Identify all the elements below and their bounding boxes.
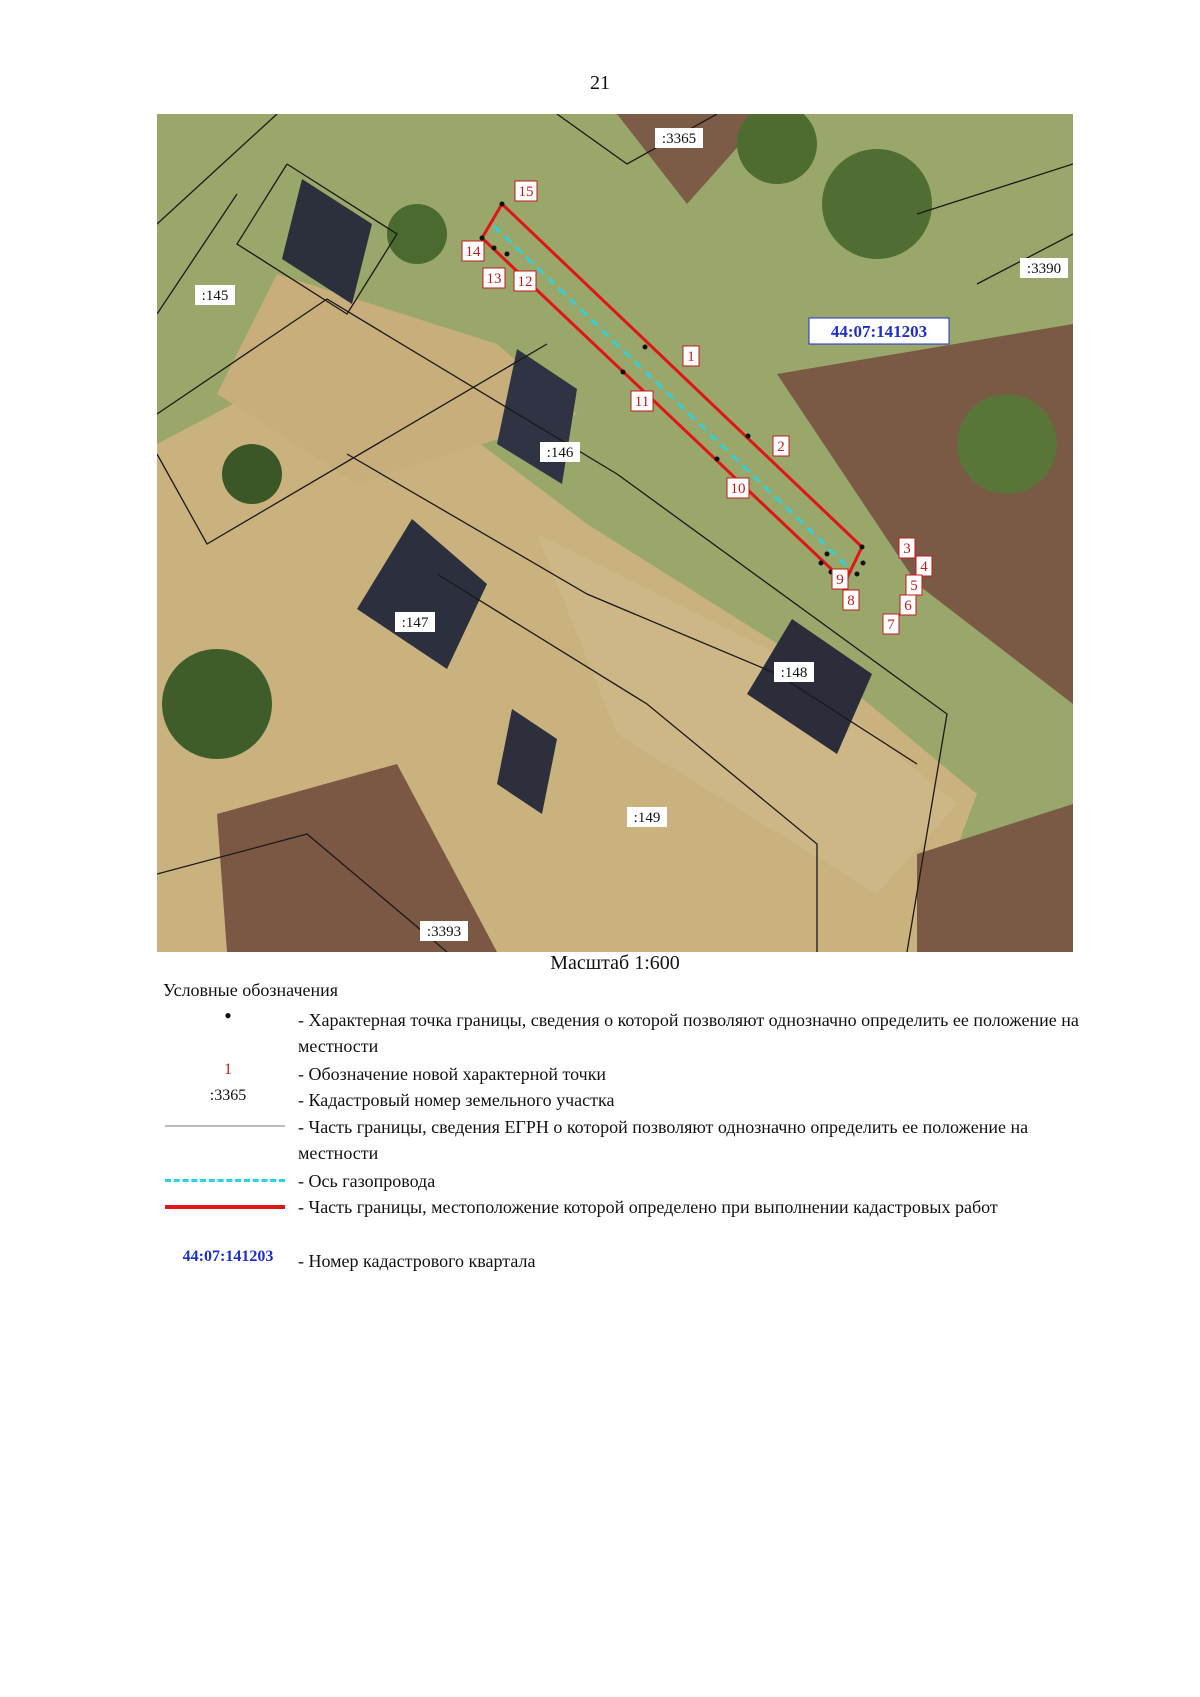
parcel-label-146 [540,442,580,462]
point-label-10 [727,478,749,498]
parcel-label-148 [774,662,814,682]
parcel-number-symbol: :3365 [209,1087,247,1104]
legend-item-new-boundary [163,1194,1083,1218]
svg-text:44:07:141203: 44:07:141203 [830,322,928,341]
parcel-label-149 [627,807,667,827]
svg-text:8: 8 [847,593,855,609]
point-label-1 [683,346,699,366]
legend-text: - Номер кадастрового квартала [298,1251,536,1271]
svg-text:4: 4 [920,559,928,575]
legend-item-egrn-boundary [163,1114,1083,1163]
tree-cluster [957,394,1057,494]
svg-text::147: :147 [401,615,429,631]
point-label-8 [843,590,859,610]
svg-text:9: 9 [836,572,844,588]
tree-cluster [162,649,272,759]
svg-text:6: 6 [904,598,912,614]
svg-text:5: 5 [910,578,918,594]
quarter-number-symbol: 44:07:141203 [182,1248,274,1265]
tree-cluster [222,444,282,504]
legend-title: Условные обозначения [163,980,339,1000]
legend-text: - Ось газопровода [298,1171,436,1191]
legend-text: - Характерная точка границы, сведения о которой позволяют однозначно определить ее положение на местности [298,1010,1079,1056]
parcel-label-147 [395,612,435,632]
svg-text:12: 12 [517,274,533,290]
page-number: 21 [590,72,610,94]
legend-item-parcel-number [163,1087,1083,1111]
dot-symbol: • [224,1003,232,1028]
parcel-label-3365 [655,128,703,148]
svg-text::148: :148 [780,665,808,681]
legend-item-characteristic-point [163,1003,1083,1056]
svg-text::3393: :3393 [426,924,462,940]
point-label-12 [514,271,536,291]
point-label-13 [483,268,505,288]
svg-text::149: :149 [633,810,661,826]
new-point-symbol: 1 [224,1061,232,1078]
tree-cluster [822,149,932,259]
legend-item-quarter-number [163,1248,1083,1272]
point-label-9 [832,569,848,589]
parcel-label-3393 [420,921,468,941]
quarter-label [809,318,949,344]
svg-text::3365: :3365 [661,131,697,147]
point-label-6 [900,595,916,615]
svg-text:11: 11 [634,394,650,410]
red-line-symbol [165,1205,285,1209]
svg-text::145: :145 [201,288,229,304]
legend-text: - Часть границы, местоположение которой определено при выполнении кадастровых работ [298,1197,998,1217]
legend-text: - Обозначение новой характерной точки [298,1064,607,1084]
legend-text: - Часть границы, сведения ЕГРН о которой позволяют однозначно определить ее положение на местности [298,1117,1029,1163]
point-label-14 [462,241,484,261]
cyan-dashed-line-symbol [165,1179,285,1182]
point-label-2 [773,436,789,456]
svg-text:1: 1 [687,349,695,365]
cadastral-map[interactable] [157,114,1073,952]
svg-text:7: 7 [887,617,895,633]
point-label-7 [883,614,899,634]
parcel-label-145 [195,285,235,305]
svg-text:15: 15 [518,184,534,200]
point-label-4 [916,556,932,576]
legend-item-gas-axis [163,1168,1083,1192]
svg-text:14: 14 [465,244,481,260]
svg-text:3: 3 [903,541,911,557]
svg-text:13: 13 [486,271,502,287]
point-label-3 [899,538,915,558]
map-svg [157,114,1073,952]
svg-text:10: 10 [730,481,746,497]
svg-text::3390: :3390 [1026,261,1062,277]
svg-text::146: :146 [546,445,574,461]
point-label-5 [906,575,922,595]
legend-item-new-point [163,1061,1083,1085]
svg-text:2: 2 [777,439,785,455]
legend-text: - Кадастровый номер земельного участка [298,1090,615,1110]
point-label-15 [515,181,537,201]
gray-line-symbol [165,1125,285,1127]
point-label-11 [631,391,653,411]
map-scale: Масштаб 1:600 [550,952,680,974]
parcel-label-3390 [1020,258,1068,278]
